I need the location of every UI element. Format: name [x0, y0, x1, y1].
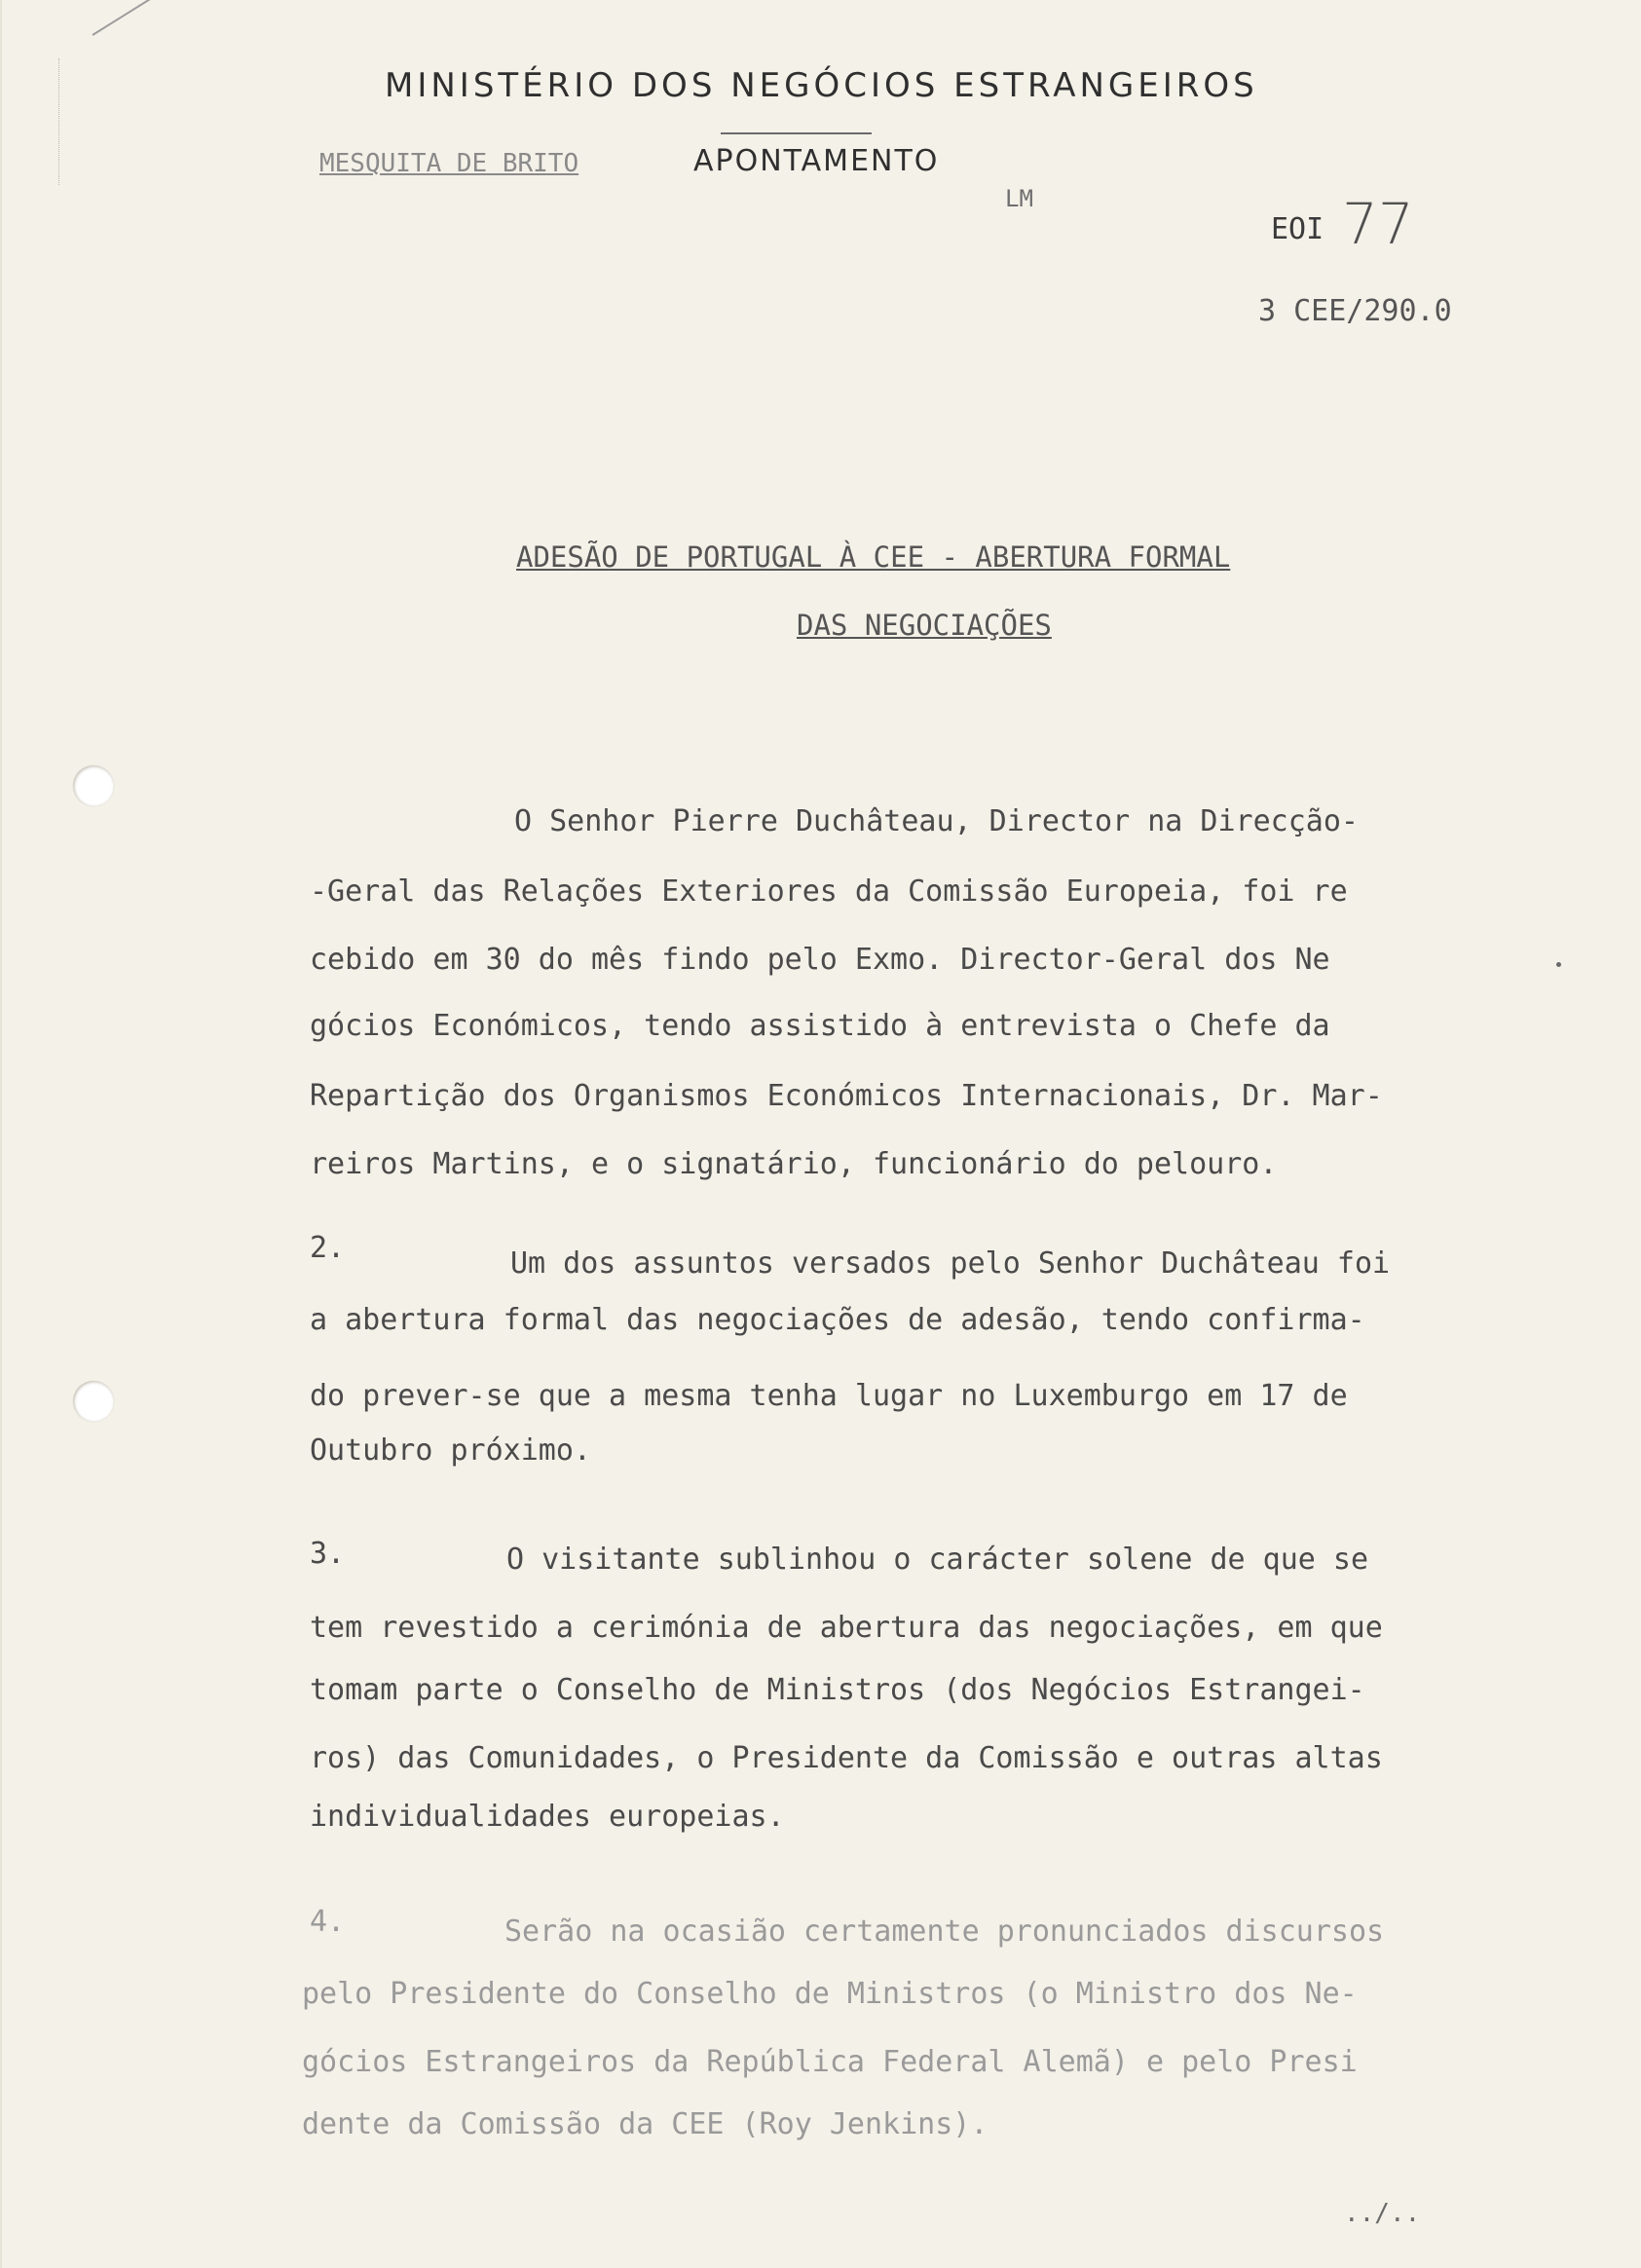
author-initials: LM	[1005, 185, 1033, 212]
punch-hole-bottom	[73, 1381, 114, 1422]
paragraph-3-line: tem revestido a cerimónia de abertura das negociações, em que	[310, 1611, 1383, 1645]
archive-code: 3 CEE/290.0	[1258, 294, 1452, 328]
paragraph-2-line: Um dos assuntos versados pelo Senhor Duchâteau foi	[510, 1246, 1391, 1281]
paragraph-3-line: ros) das Comunidades, o Presidente da Comissão e outras altas	[310, 1741, 1383, 1775]
paragraph-1-line: reiros Martins, e o signatário, funcionário do pelouro.	[310, 1147, 1278, 1181]
paragraph-1-line: gócios Económicos, tendo assistido à entrevista o Chefe da	[310, 1009, 1330, 1043]
paragraph-3-line: O visitante sublinhou o carácter solene de que se	[506, 1543, 1369, 1577]
paragraph-2-number: 2.	[310, 1231, 346, 1265]
paragraph-4-line: pelo Presidente do Conselho de Ministros (o Ministro dos Ne-	[302, 1977, 1358, 2011]
document-type: APONTAMENTO	[693, 144, 940, 178]
paragraph-1-line: O Senhor Pierre Duchâteau, Director na Direcção-	[514, 804, 1359, 838]
paragraph-3-line: tomam parte o Conselho de Ministros (dos Negócios Estrangei-	[310, 1673, 1365, 1707]
sender-name: MESQUITA DE BRITO	[319, 149, 579, 178]
ministry-letterhead: MINISTÉRIO DOS NEGÓCIOS ESTRANGEIROS	[385, 66, 1258, 105]
paragraph-4-number: 4.	[310, 1905, 346, 1939]
paragraph-3-line: individualidades europeias.	[310, 1800, 785, 1834]
document-title-line-1: ADESÃO DE PORTUGAL À CEE - ABERTURA FORMAL	[516, 540, 1231, 574]
continuation-mark: ../..	[1344, 2199, 1421, 2228]
doc-type-rule	[721, 132, 872, 134]
paragraph-1-line: Repartição dos Organismos Económicos Internacionais, Dr. Mar-	[310, 1079, 1383, 1113]
margin-annotation	[58, 58, 67, 185]
paragraph-4-line: dente da Comissão da CEE (Roy Jenkins).	[302, 2107, 988, 2141]
paragraph-1-line: -Geral das Relações Exteriores da Comissão Europeia, foi re	[310, 874, 1348, 909]
document-title-line-2: DAS NEGOCIAÇÕES	[797, 609, 1052, 642]
paragraph-4-line: Serão na ocasião certamente pronunciados discursos	[504, 1915, 1385, 1949]
paragraph-2-line: Outubro próximo.	[310, 1433, 591, 1468]
paragraph-4-line: gócios Estrangeiros da República Federal Alemã) e pelo Presi	[302, 2045, 1358, 2079]
stray-mark	[1556, 962, 1561, 967]
reference-code: EOI	[1271, 212, 1324, 246]
paragraph-2-line: a abertura formal das negociações de adesão, tendo confirma-	[310, 1303, 1365, 1337]
paragraph-3-number: 3.	[310, 1537, 346, 1571]
paragraph-1-line: cebido em 30 do mês findo pelo Exmo. Director-Geral dos Ne	[310, 943, 1330, 977]
reference-number: 77	[1342, 191, 1414, 257]
paragraph-2-line: do prever-se que a mesma tenha lugar no Luxemburgo em 17 de	[310, 1379, 1348, 1413]
punch-hole-top	[73, 765, 114, 806]
